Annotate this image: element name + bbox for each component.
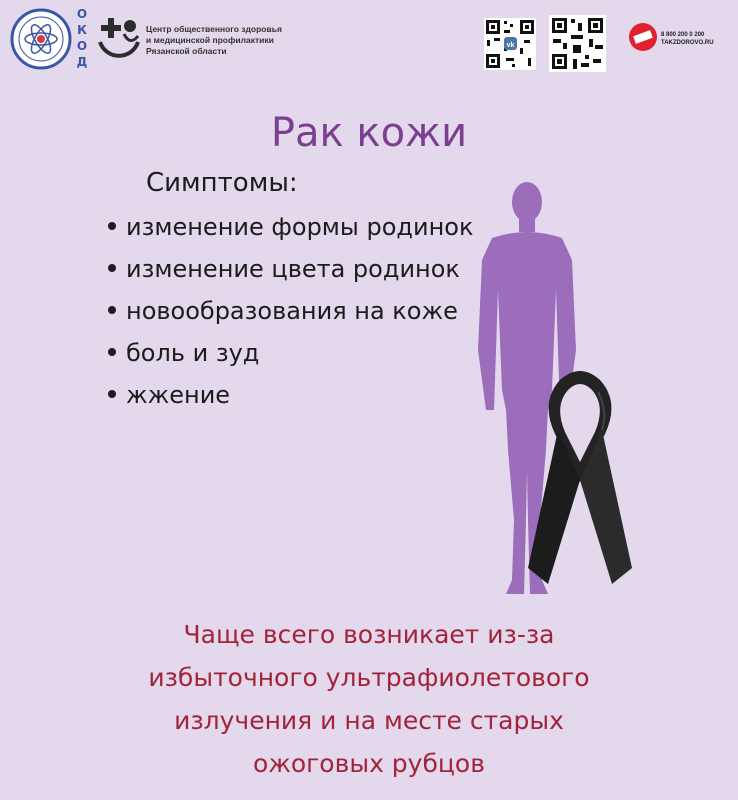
hotline-site: TAKZDOROVO.RU [661,40,714,46]
cause-line: избыточного ультрафиолетового [148,663,590,692]
czd-logo-icon [94,12,144,62]
list-item [108,374,473,416]
okod-letters [74,6,90,70]
cause-line: Чаще всего возникает из-за [183,620,555,649]
okod-letter: К [77,23,87,37]
svg-text:vk: vk [506,42,515,49]
symptoms-heading: Симптомы: [146,168,298,198]
bullet-icon [108,306,116,314]
center-name-line: Центр общественного здоровья [146,24,282,34]
awareness-ribbon-icon [520,362,640,590]
vk-qr-icon[interactable] [484,18,536,70]
qr-code-icon[interactable] [549,15,606,72]
symptom-text: изменение формы родинок [126,213,474,241]
symptom-list [108,206,473,416]
center-name [146,24,282,57]
page-title: Рак кожи [270,110,468,156]
cause-statement [0,613,738,785]
takzdorovo-logo-icon [628,22,658,52]
okod-letter: О [76,39,88,53]
bullet-icon [108,264,116,272]
list-item [108,332,473,374]
cause-line: излучения и на месте старых [174,706,564,735]
list-item [108,290,473,332]
symptom-text: жжение [126,381,231,409]
symptom-text: боль и зуд [126,339,260,367]
list-item [108,248,473,290]
bullet-icon [108,348,116,356]
list-item [108,206,473,248]
symptom-text: изменение цвета родинок [126,255,460,283]
okod-letter: О [76,7,88,21]
bullet-icon [108,222,116,230]
hotline-info [661,31,714,47]
okod-emblem-icon [10,8,72,70]
center-name-line: и медицинской профилактики [146,35,274,45]
okod-letter: Д [76,55,88,69]
hotline-phone: 8 800 200 0 200 [661,32,705,38]
bullet-icon [108,390,116,398]
center-name-line: Рязанской области [146,46,227,56]
cause-line: ожоговых рубцов [253,749,485,778]
symptom-text: новообразования на коже [126,297,458,325]
